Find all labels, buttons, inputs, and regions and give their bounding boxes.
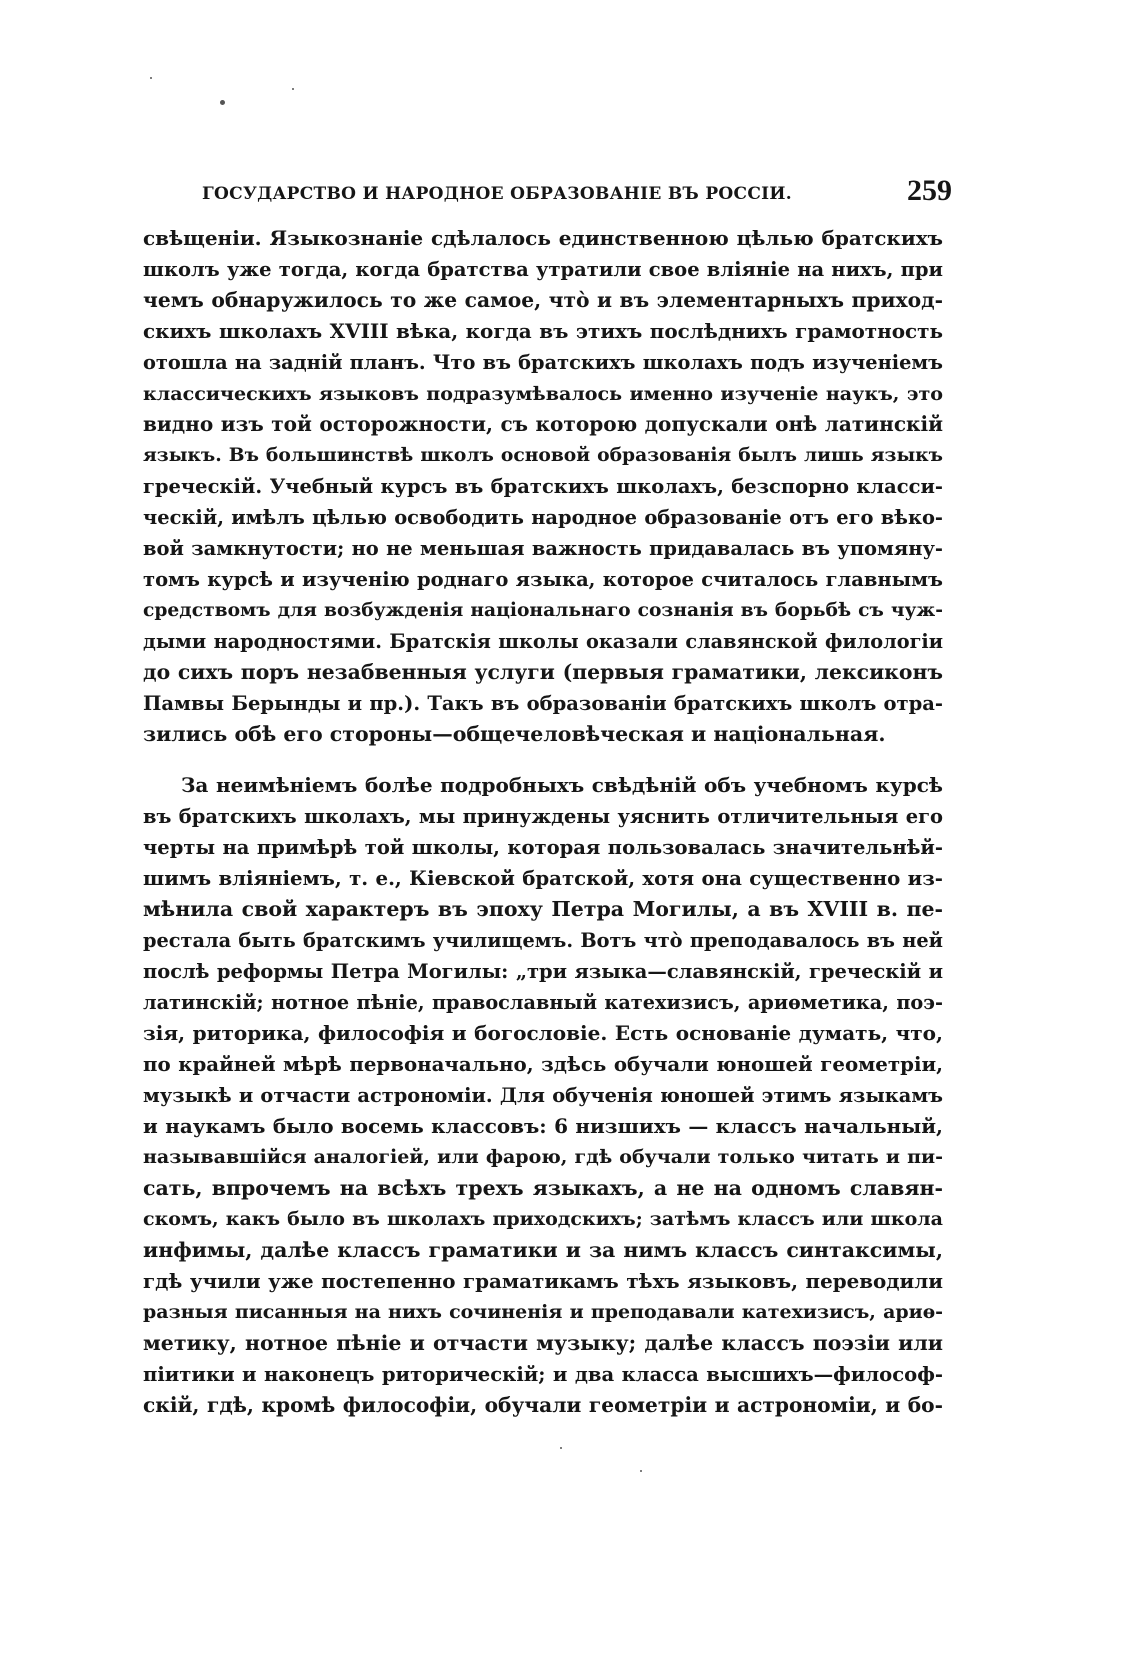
text-line: піитики и наконецъ риторическій; и два класса высшихъ—философ- — [143, 1363, 943, 1386]
text-line: видно изъ той осторожности, съ которою допускали онѣ латинскій — [143, 412, 943, 436]
text-line: черты на примѣрѣ той школы, которая пользовалась значительнѣй- — [143, 836, 943, 859]
text-line: Памвы Берынды и пр.). Такъ въ образованіи братскихъ школъ отра- — [143, 692, 943, 715]
text-line: рестала быть братскимъ училищемъ. Вотъ что̀ преподавалось въ ней — [143, 929, 943, 952]
text-line: латинскій; нотное пѣніе, православный катехизисъ, ариѳметика, поэ- — [143, 991, 943, 1014]
text-line: по крайней мѣрѣ первоначально, здѣсь обучали юношей геометріи, — [143, 1052, 943, 1076]
text-line: языкъ. Въ большинствѣ школъ основой образованія былъ лишь языкъ — [143, 444, 943, 466]
text-line: вой замкнутости; но не меньшая важность придавалась въ упомяну- — [143, 537, 943, 560]
text-line: сать, впрочемъ на всѣхъ трехъ языкахъ, а не на одномъ славян- — [143, 1176, 943, 1200]
text-line: зились обѣ его стороны—общечеловѣческая и національная. — [143, 722, 886, 746]
text-line: классическихъ языковъ подразумѣвалось именно изученіе наукъ, это — [143, 382, 943, 405]
scan-speck — [292, 88, 294, 90]
text-line: и наукамъ было восемь классовъ: 6 низшихъ — классъ начальный, — [143, 1114, 943, 1138]
text-line: чемъ обнаружилось то же самое, что̀ и въ элементарныхъ приход- — [143, 288, 943, 312]
text-line: называвшійся аналогіей, или фарою, гдѣ обучали только читать и пи- — [143, 1146, 943, 1168]
text-line: шимъ вліяніемъ, т. е., Кіевской братской, хотя она существенно из- — [143, 866, 943, 890]
text-line: средствомъ для возбужденія національнаго сознанія въ борьбѣ съ чуж- — [143, 599, 943, 621]
text-line: метику, нотное пѣніе и отчасти музыку; далѣе классъ поэзіи или — [143, 1331, 943, 1355]
text-line: ческій, имѣлъ цѣлью освободить народное образованіе отъ его вѣко- — [143, 506, 943, 529]
text-line: разныя писанныя на нихъ сочиненія и преподавали катехизисъ, ариѳ- — [143, 1301, 943, 1323]
text-line: томъ курсѣ и изученію роднаго языка, которое считалось главнымъ — [143, 568, 943, 591]
text-line: инфимы, далѣе классъ граматики и за нимъ классъ синтаксимы, — [143, 1238, 943, 1262]
text-line: въ братскихъ школахъ, мы принуждены уяснить отличительныя его — [143, 805, 943, 828]
text-line: до сихъ поръ незабвенныя услуги (первыя граматики, лексиконъ — [143, 660, 943, 684]
paragraph-1 — [143, 223, 943, 750]
text-line: За неимѣніемъ болѣе подробныхъ свѣдѣній объ учебномъ курсѣ — [181, 773, 943, 797]
scan-speck — [150, 77, 152, 79]
text-line: скихъ школахъ XVIII вѣка, когда въ этихъ послѣднихъ грамотность — [143, 319, 943, 343]
text-line: музыкѣ и отчасти астрономіи. Для обученія юношей этимъ языкамъ — [143, 1084, 943, 1107]
page-header — [202, 172, 952, 212]
text-line: зія, риторика, философія и богословіе. Есть основаніе думать, что, — [143, 1021, 943, 1045]
text-line: гдѣ учили уже постепенно граматикамъ тѣхъ языковъ, переводили — [143, 1269, 943, 1293]
text-line: свѣщеніи. Языкознаніе сдѣлалось единственною цѣлью братскихъ — [143, 226, 943, 250]
text-line: школъ уже тогда, когда братства утратили свое вліяніе на нихъ, при — [143, 258, 943, 281]
scan-speck — [640, 1470, 642, 1472]
running-title: ГОСУДАРСТВО И НАРОДНОЕ ОБРАЗОВАНІЕ ВЪ РОССІИ. — [202, 184, 793, 204]
text-line: дыми народностями. Братскія школы оказали славянской филологіи — [143, 630, 943, 653]
text-line: греческій. Учебный курсъ въ братскихъ школахъ, безспорно класси- — [143, 475, 943, 498]
text-line: мѣнила свой характеръ въ эпоху Петра Могилы, а въ XVIII в. пе- — [143, 897, 943, 921]
paragraph-gap — [143, 750, 943, 770]
text-line: послѣ реформы Петра Могилы: „три языка—славянскій, греческій и — [143, 960, 943, 983]
body-text — [143, 223, 943, 1421]
text-line: скомъ, какъ было въ школахъ приходскихъ; затѣмъ классъ или школа — [143, 1208, 943, 1230]
text-line: отошла на задній планъ. Что въ братскихъ школахъ подъ изученіемъ — [143, 351, 943, 374]
page-number: 259 — [907, 174, 952, 207]
scan-speck — [220, 100, 225, 105]
scan-speck — [560, 1447, 562, 1449]
paragraph-2 — [143, 770, 943, 1421]
text-line: скій, гдѣ, кромѣ философіи, обучали геометріи и астрономіи, и бо- — [143, 1393, 943, 1417]
